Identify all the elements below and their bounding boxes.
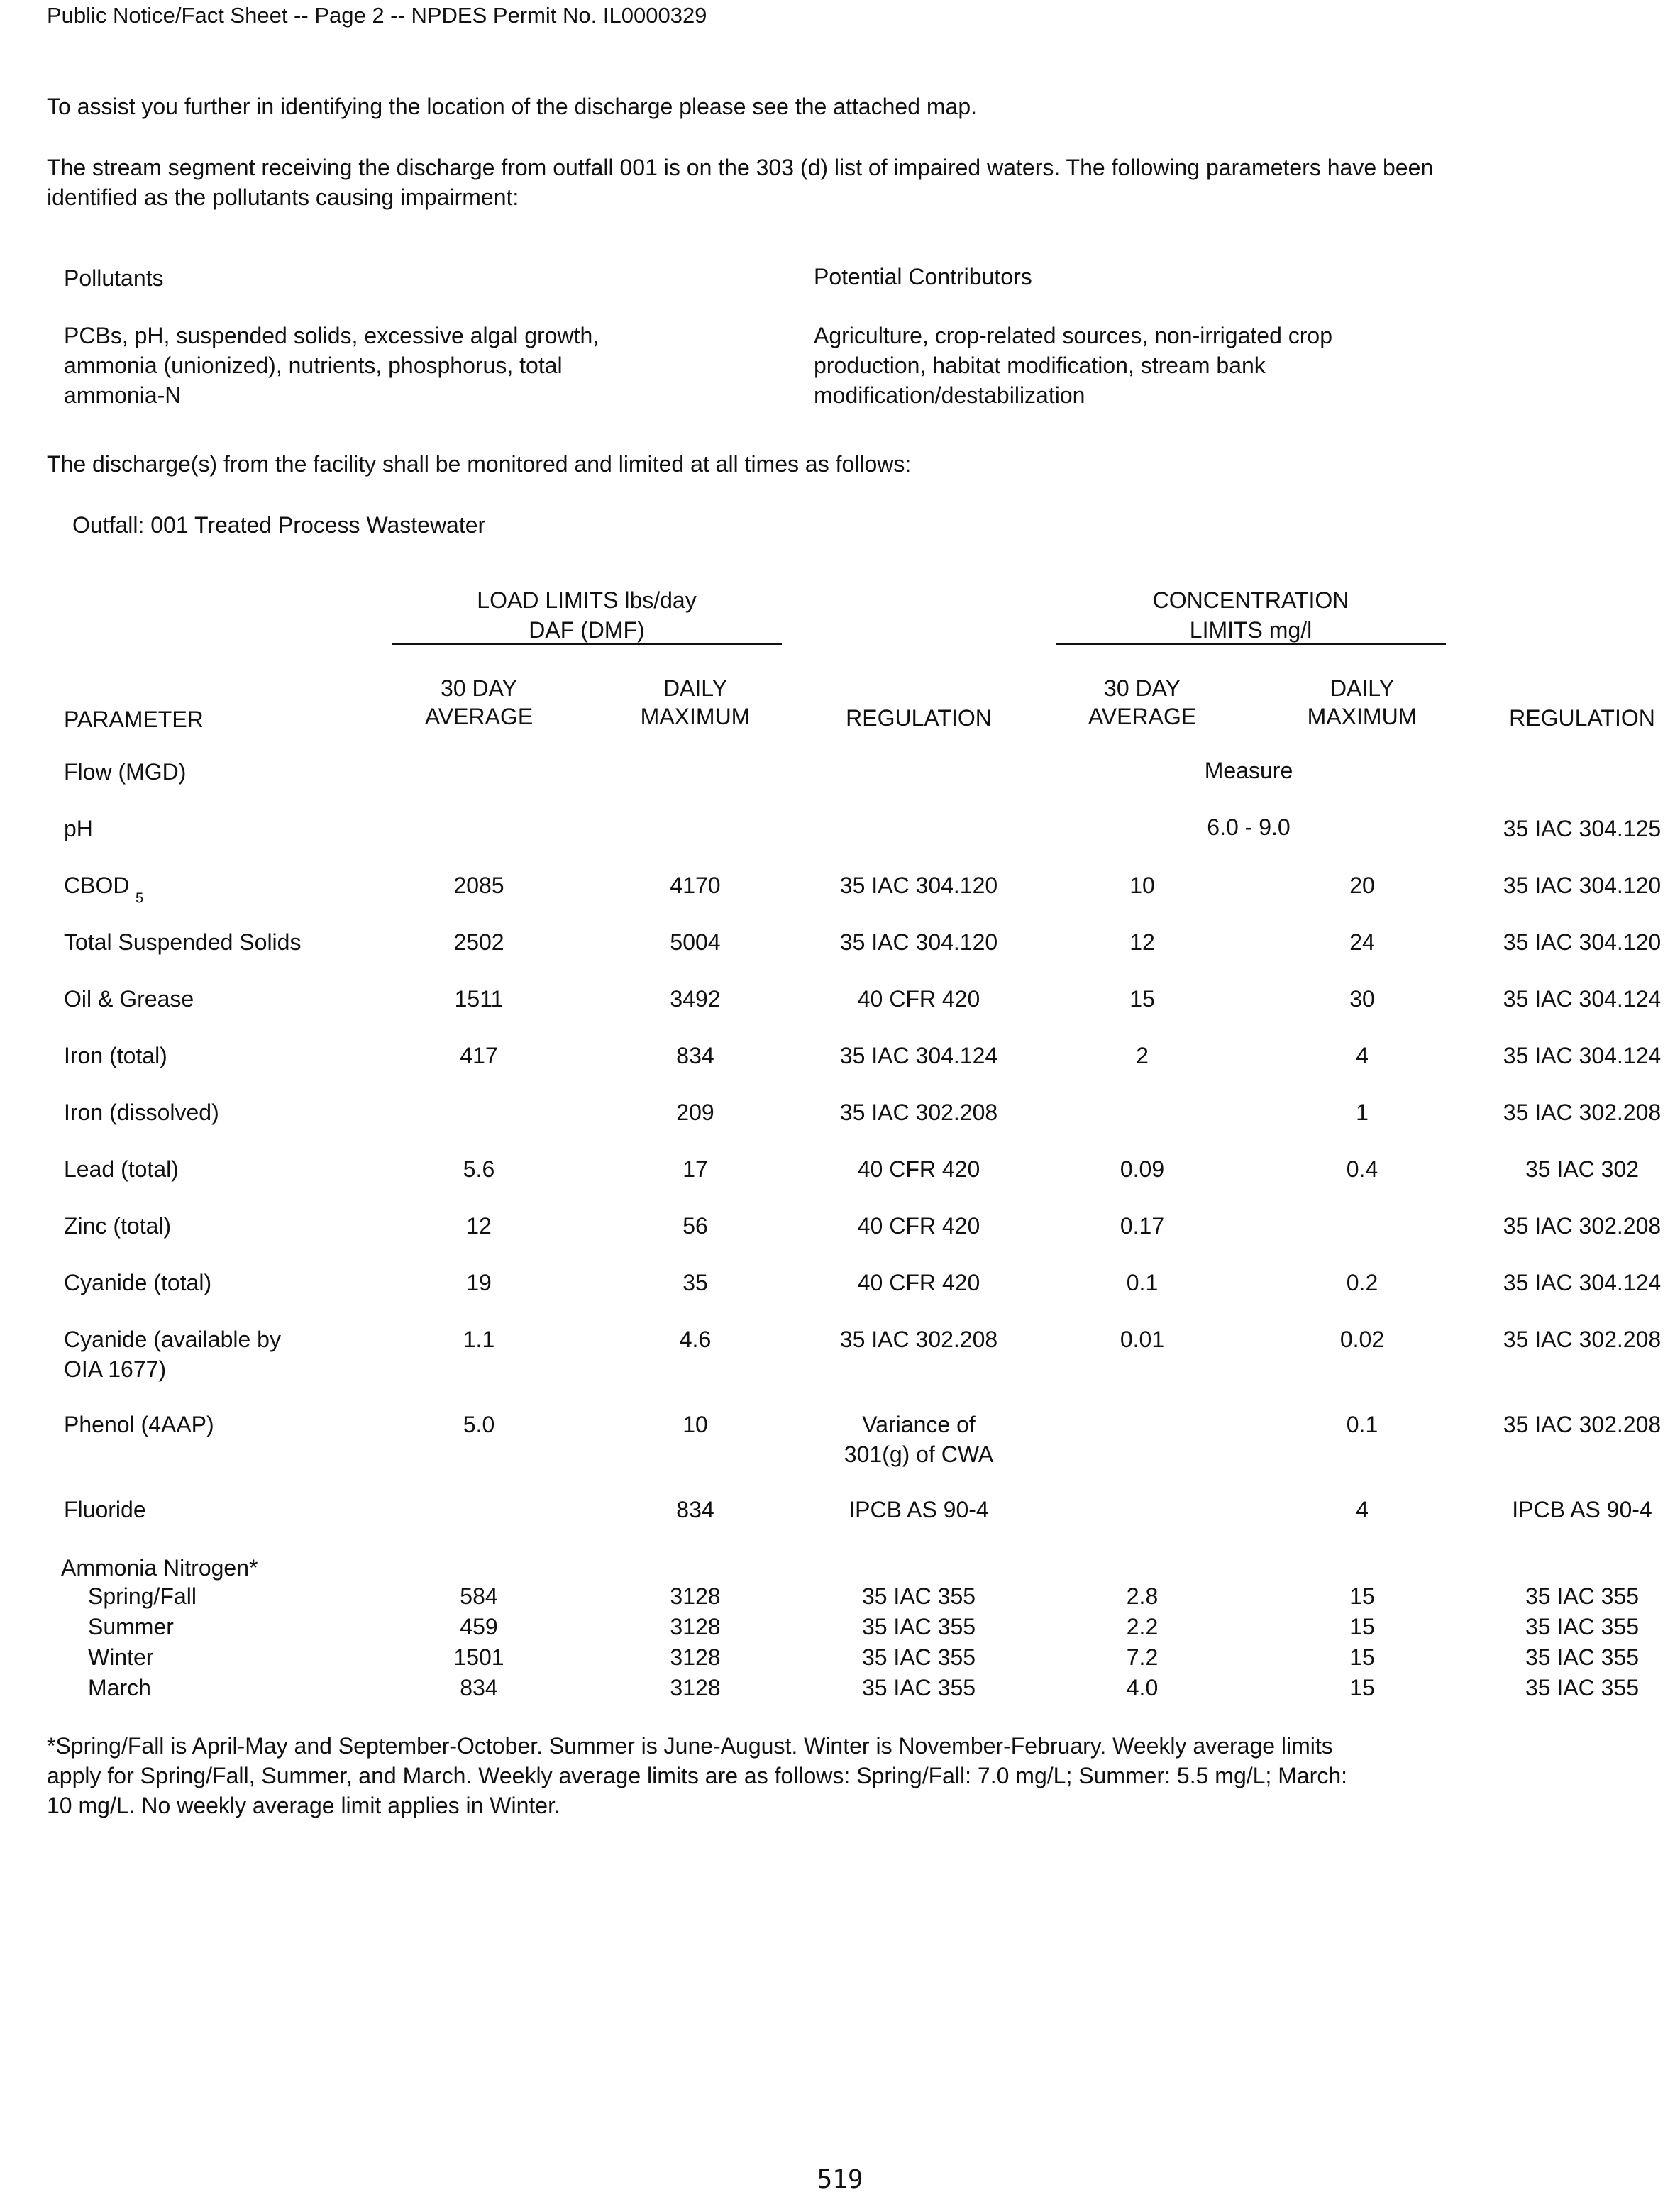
ammonia-creg-cell: 35 IAC 355 bbox=[1525, 1644, 1640, 1670]
ammonia-season-cell: Spring/Fall bbox=[88, 1583, 197, 1609]
creg-cell: 35 IAC 304.124 bbox=[1503, 986, 1662, 1012]
lreg-cell: 35 IAC 302.208 bbox=[839, 1327, 998, 1352]
footnote-line: 10 mg/L. No weekly average limit applies in Winter. bbox=[47, 1793, 560, 1818]
lreg-cell: IPCB AS 90-4 bbox=[849, 1497, 989, 1522]
ammonia-lmax-cell: 3128 bbox=[670, 1644, 721, 1670]
lmax-cell: 4170 bbox=[670, 873, 721, 898]
intro-paragraph-1: To assist you further in identifying the location of the discharge please see the attached map. bbox=[47, 94, 978, 119]
col-header-conc-30day-1: 30 DAY bbox=[1104, 675, 1181, 701]
cmax-cell: 24 bbox=[1349, 929, 1375, 955]
lmax-cell: 209 bbox=[676, 1100, 714, 1125]
parameter-cell: Lead (total) bbox=[64, 1156, 179, 1182]
page-number: 519 bbox=[817, 2165, 863, 2194]
ammonia-cmax-cell: 15 bbox=[1349, 1644, 1375, 1670]
ammonia-creg-cell: 35 IAC 355 bbox=[1525, 1583, 1640, 1609]
parameter-subscript-wrap bbox=[136, 875, 143, 907]
l30-cell: 2085 bbox=[453, 873, 504, 898]
parameter-cell-line-2: OIA 1677) bbox=[64, 1356, 167, 1382]
creg-cell: IPCB AS 90-4 bbox=[1512, 1497, 1652, 1522]
parameter-cell: Zinc (total) bbox=[64, 1213, 172, 1239]
contributors-list bbox=[814, 321, 1332, 410]
ammonia-cmax-cell: 15 bbox=[1349, 1583, 1375, 1609]
lreg-cell: 40 CFR 420 bbox=[857, 1213, 980, 1239]
creg-cell: 35 IAC 304.125 bbox=[1503, 816, 1662, 841]
concentration-span-cell: 6.0 - 9.0 bbox=[1207, 814, 1291, 840]
l30-cell: 12 bbox=[466, 1213, 492, 1239]
l30-cell: 5.0 bbox=[463, 1412, 495, 1437]
col-header-load-30day-2: AVERAGE bbox=[424, 704, 534, 729]
pollutants-line: ammonia (unionized), nutrients, phosphorus, total bbox=[64, 353, 563, 378]
parameter-subscript: 5 bbox=[136, 890, 144, 907]
ammonia-lmax-cell: 3128 bbox=[670, 1675, 721, 1700]
ammonia-creg-cell: 35 IAC 355 bbox=[1525, 1614, 1640, 1639]
lreg-cell: 40 CFR 420 bbox=[857, 1270, 980, 1295]
outfall-label: Outfall: 001 Treated Process Wastewater bbox=[72, 512, 486, 538]
lreg-cell: Variance of bbox=[862, 1412, 976, 1437]
col-header-conc-30day-2: AVERAGE bbox=[1088, 704, 1197, 729]
ammonia-lmax-cell: 3128 bbox=[670, 1583, 721, 1609]
lreg-cell: 35 IAC 304.120 bbox=[839, 929, 998, 955]
conc-limits-underline bbox=[1056, 643, 1446, 645]
parameter-cell: Iron (total) bbox=[64, 1043, 167, 1068]
lreg-cell: 35 IAC 304.120 bbox=[839, 873, 998, 898]
c30-cell: 0.01 bbox=[1120, 1327, 1165, 1352]
creg-cell: 35 IAC 302.208 bbox=[1503, 1327, 1662, 1352]
c30-cell: 0.09 bbox=[1120, 1156, 1165, 1182]
creg-cell: 35 IAC 302.208 bbox=[1503, 1100, 1662, 1125]
parameter-cell: Oil & Grease bbox=[64, 986, 194, 1012]
ammonia-lreg-cell: 35 IAC 355 bbox=[861, 1644, 976, 1670]
parameter-cell: pH bbox=[64, 816, 93, 841]
creg-cell: 35 IAC 304.124 bbox=[1503, 1270, 1662, 1295]
footnote-line: *Spring/Fall is April-May and September-October. Summer is June-August. Winter is November-February. Weekly average limits bbox=[47, 1733, 1333, 1759]
ammonia-season-cell: Winter bbox=[88, 1644, 154, 1670]
lmax-cell: 834 bbox=[676, 1043, 714, 1068]
creg-cell: 35 IAC 304.120 bbox=[1503, 873, 1662, 898]
lreg-cell-line-2: 301(g) of CWA bbox=[844, 1442, 994, 1467]
col-header-conc-regulation: REGULATION bbox=[1509, 705, 1655, 731]
col-header-load-daily-1: DAILY bbox=[663, 675, 728, 701]
ammonia-lreg-cell: 35 IAC 355 bbox=[861, 1614, 976, 1639]
ammonia-season-cell: March bbox=[88, 1675, 151, 1700]
lmax-cell: 5004 bbox=[670, 929, 721, 955]
lmax-cell: 56 bbox=[682, 1213, 708, 1239]
footnote bbox=[47, 1731, 1347, 1820]
lreg-cell: 40 CFR 420 bbox=[857, 1156, 980, 1182]
pollutants-header: Pollutants bbox=[64, 265, 164, 291]
ammonia-lreg-cell: 35 IAC 355 bbox=[861, 1675, 976, 1700]
intro-paragraph-2-line-1: The stream segment receiving the discharge from outfall 001 is on the 303 (d) list of impaired waters. The following parameters have been bbox=[47, 155, 1434, 180]
ammonia-l30-cell: 584 bbox=[460, 1583, 498, 1609]
col-header-parameter: PARAMETER bbox=[64, 707, 204, 732]
parameter-cell: Phenol (4AAP) bbox=[64, 1412, 214, 1437]
ammonia-lreg-cell: 35 IAC 355 bbox=[861, 1583, 976, 1609]
ammonia-cmax-cell: 15 bbox=[1349, 1614, 1375, 1639]
monitoring-statement: The discharge(s) from the facility shall be monitored and limited at all times as follows: bbox=[47, 451, 912, 477]
creg-cell: 35 IAC 304.124 bbox=[1503, 1043, 1662, 1068]
cmax-cell: 0.1 bbox=[1346, 1412, 1378, 1437]
ammonia-c30-cell: 7.2 bbox=[1126, 1644, 1159, 1670]
lmax-cell: 17 bbox=[682, 1156, 708, 1182]
l30-cell: 1511 bbox=[454, 986, 504, 1012]
parameter-cell: Iron (dissolved) bbox=[64, 1100, 219, 1125]
parameter-cell: Total Suspended Solids bbox=[64, 929, 302, 955]
cmax-cell: 20 bbox=[1349, 873, 1375, 898]
c30-cell: 0.1 bbox=[1126, 1270, 1159, 1295]
pollutants-list bbox=[64, 321, 599, 410]
lreg-cell: 35 IAC 304.124 bbox=[839, 1043, 998, 1068]
page-header: Public Notice/Fact Sheet -- Page 2 -- NPDES Permit No. IL0000329 bbox=[47, 3, 707, 28]
load-limits-subheading: DAF (DMF) bbox=[529, 617, 645, 643]
lreg-cell: 35 IAC 302.208 bbox=[839, 1100, 998, 1125]
ammonia-c30-cell: 2.2 bbox=[1126, 1614, 1159, 1639]
lmax-cell: 10 bbox=[682, 1412, 708, 1437]
conc-limits-subheading: LIMITS mg/l bbox=[1189, 617, 1312, 643]
intro-paragraph-2-line-2: identified as the pollutants causing impairment: bbox=[47, 184, 519, 210]
c30-cell: 10 bbox=[1129, 873, 1155, 898]
cmax-cell: 4 bbox=[1356, 1497, 1369, 1522]
c30-cell: 15 bbox=[1129, 986, 1155, 1012]
cmax-cell: 1 bbox=[1356, 1100, 1369, 1125]
conc-limits-heading: CONCENTRATION bbox=[1152, 587, 1349, 613]
cmax-cell: 30 bbox=[1349, 986, 1375, 1012]
l30-cell: 417 bbox=[460, 1043, 498, 1068]
creg-cell: 35 IAC 304.120 bbox=[1503, 929, 1662, 955]
col-header-load-regulation: REGULATION bbox=[846, 705, 992, 731]
ammonia-l30-cell: 1501 bbox=[453, 1644, 504, 1670]
lmax-cell: 35 bbox=[682, 1270, 708, 1295]
l30-cell: 5.6 bbox=[463, 1156, 495, 1182]
ammonia-label: Ammonia Nitrogen* bbox=[61, 1555, 258, 1581]
col-header-load-daily-2: MAXIMUM bbox=[640, 704, 751, 729]
load-limits-heading: LOAD LIMITS lbs/day bbox=[477, 587, 697, 613]
col-header-load-30day-1: 30 DAY bbox=[441, 675, 517, 701]
creg-cell: 35 IAC 302.208 bbox=[1503, 1412, 1662, 1437]
ammonia-cmax-cell: 15 bbox=[1349, 1675, 1375, 1700]
contributors-line: modification/destabilization bbox=[814, 382, 1085, 408]
parameter-cell: Fluoride bbox=[64, 1497, 146, 1522]
cmax-cell: 4 bbox=[1356, 1043, 1369, 1068]
lmax-cell: 834 bbox=[676, 1497, 714, 1522]
c30-cell: 12 bbox=[1129, 929, 1155, 955]
pollutants-line: ammonia-N bbox=[64, 382, 182, 408]
ammonia-season-cell: Summer bbox=[88, 1614, 174, 1639]
parameter-cell: Cyanide (available by bbox=[64, 1327, 281, 1352]
contributors-header: Potential Contributors bbox=[814, 264, 1032, 289]
creg-cell: 35 IAC 302.208 bbox=[1503, 1213, 1662, 1239]
load-limits-underline bbox=[392, 643, 782, 645]
ammonia-l30-cell: 459 bbox=[460, 1614, 498, 1639]
col-header-conc-daily-1: DAILY bbox=[1330, 675, 1395, 701]
parameter-cell: Cyanide (total) bbox=[64, 1270, 212, 1295]
parameter-cell: CBOD bbox=[64, 873, 130, 898]
ammonia-lmax-cell: 3128 bbox=[670, 1614, 721, 1639]
lreg-cell: 40 CFR 420 bbox=[857, 986, 980, 1012]
c30-cell: 0.17 bbox=[1120, 1213, 1165, 1239]
c30-cell: 2 bbox=[1136, 1043, 1149, 1068]
contributors-line: production, habitat modification, stream bank bbox=[814, 353, 1266, 378]
cmax-cell: 0.4 bbox=[1346, 1156, 1378, 1182]
ammonia-creg-cell: 35 IAC 355 bbox=[1525, 1675, 1640, 1700]
lmax-cell: 3492 bbox=[670, 986, 721, 1012]
col-header-conc-daily-2: MAXIMUM bbox=[1307, 704, 1418, 729]
ammonia-l30-cell: 834 bbox=[460, 1675, 498, 1700]
ammonia-c30-cell: 4.0 bbox=[1126, 1675, 1159, 1700]
cmax-cell: 0.02 bbox=[1339, 1327, 1385, 1352]
l30-cell: 2502 bbox=[453, 929, 504, 955]
pollutants-line: PCBs, pH, suspended solids, excessive algal growth, bbox=[64, 323, 599, 348]
cmax-cell: 0.2 bbox=[1346, 1270, 1378, 1295]
creg-cell: 35 IAC 302 bbox=[1525, 1156, 1640, 1182]
l30-cell: 1.1 bbox=[463, 1327, 495, 1352]
l30-cell: 19 bbox=[466, 1270, 492, 1295]
lmax-cell: 4.6 bbox=[679, 1327, 712, 1352]
concentration-span-cell: Measure bbox=[1204, 758, 1293, 783]
ammonia-c30-cell: 2.8 bbox=[1126, 1583, 1159, 1609]
parameter-cell: Flow (MGD) bbox=[64, 759, 187, 785]
contributors-line: Agriculture, crop-related sources, non-irrigated crop bbox=[814, 323, 1332, 348]
footnote-line: apply for Spring/Fall, Summer, and March. Weekly average limits are as follows: Spring/Fall: 7.0 mg/L; Summer: 5.5 mg/L; March: bbox=[47, 1763, 1347, 1788]
